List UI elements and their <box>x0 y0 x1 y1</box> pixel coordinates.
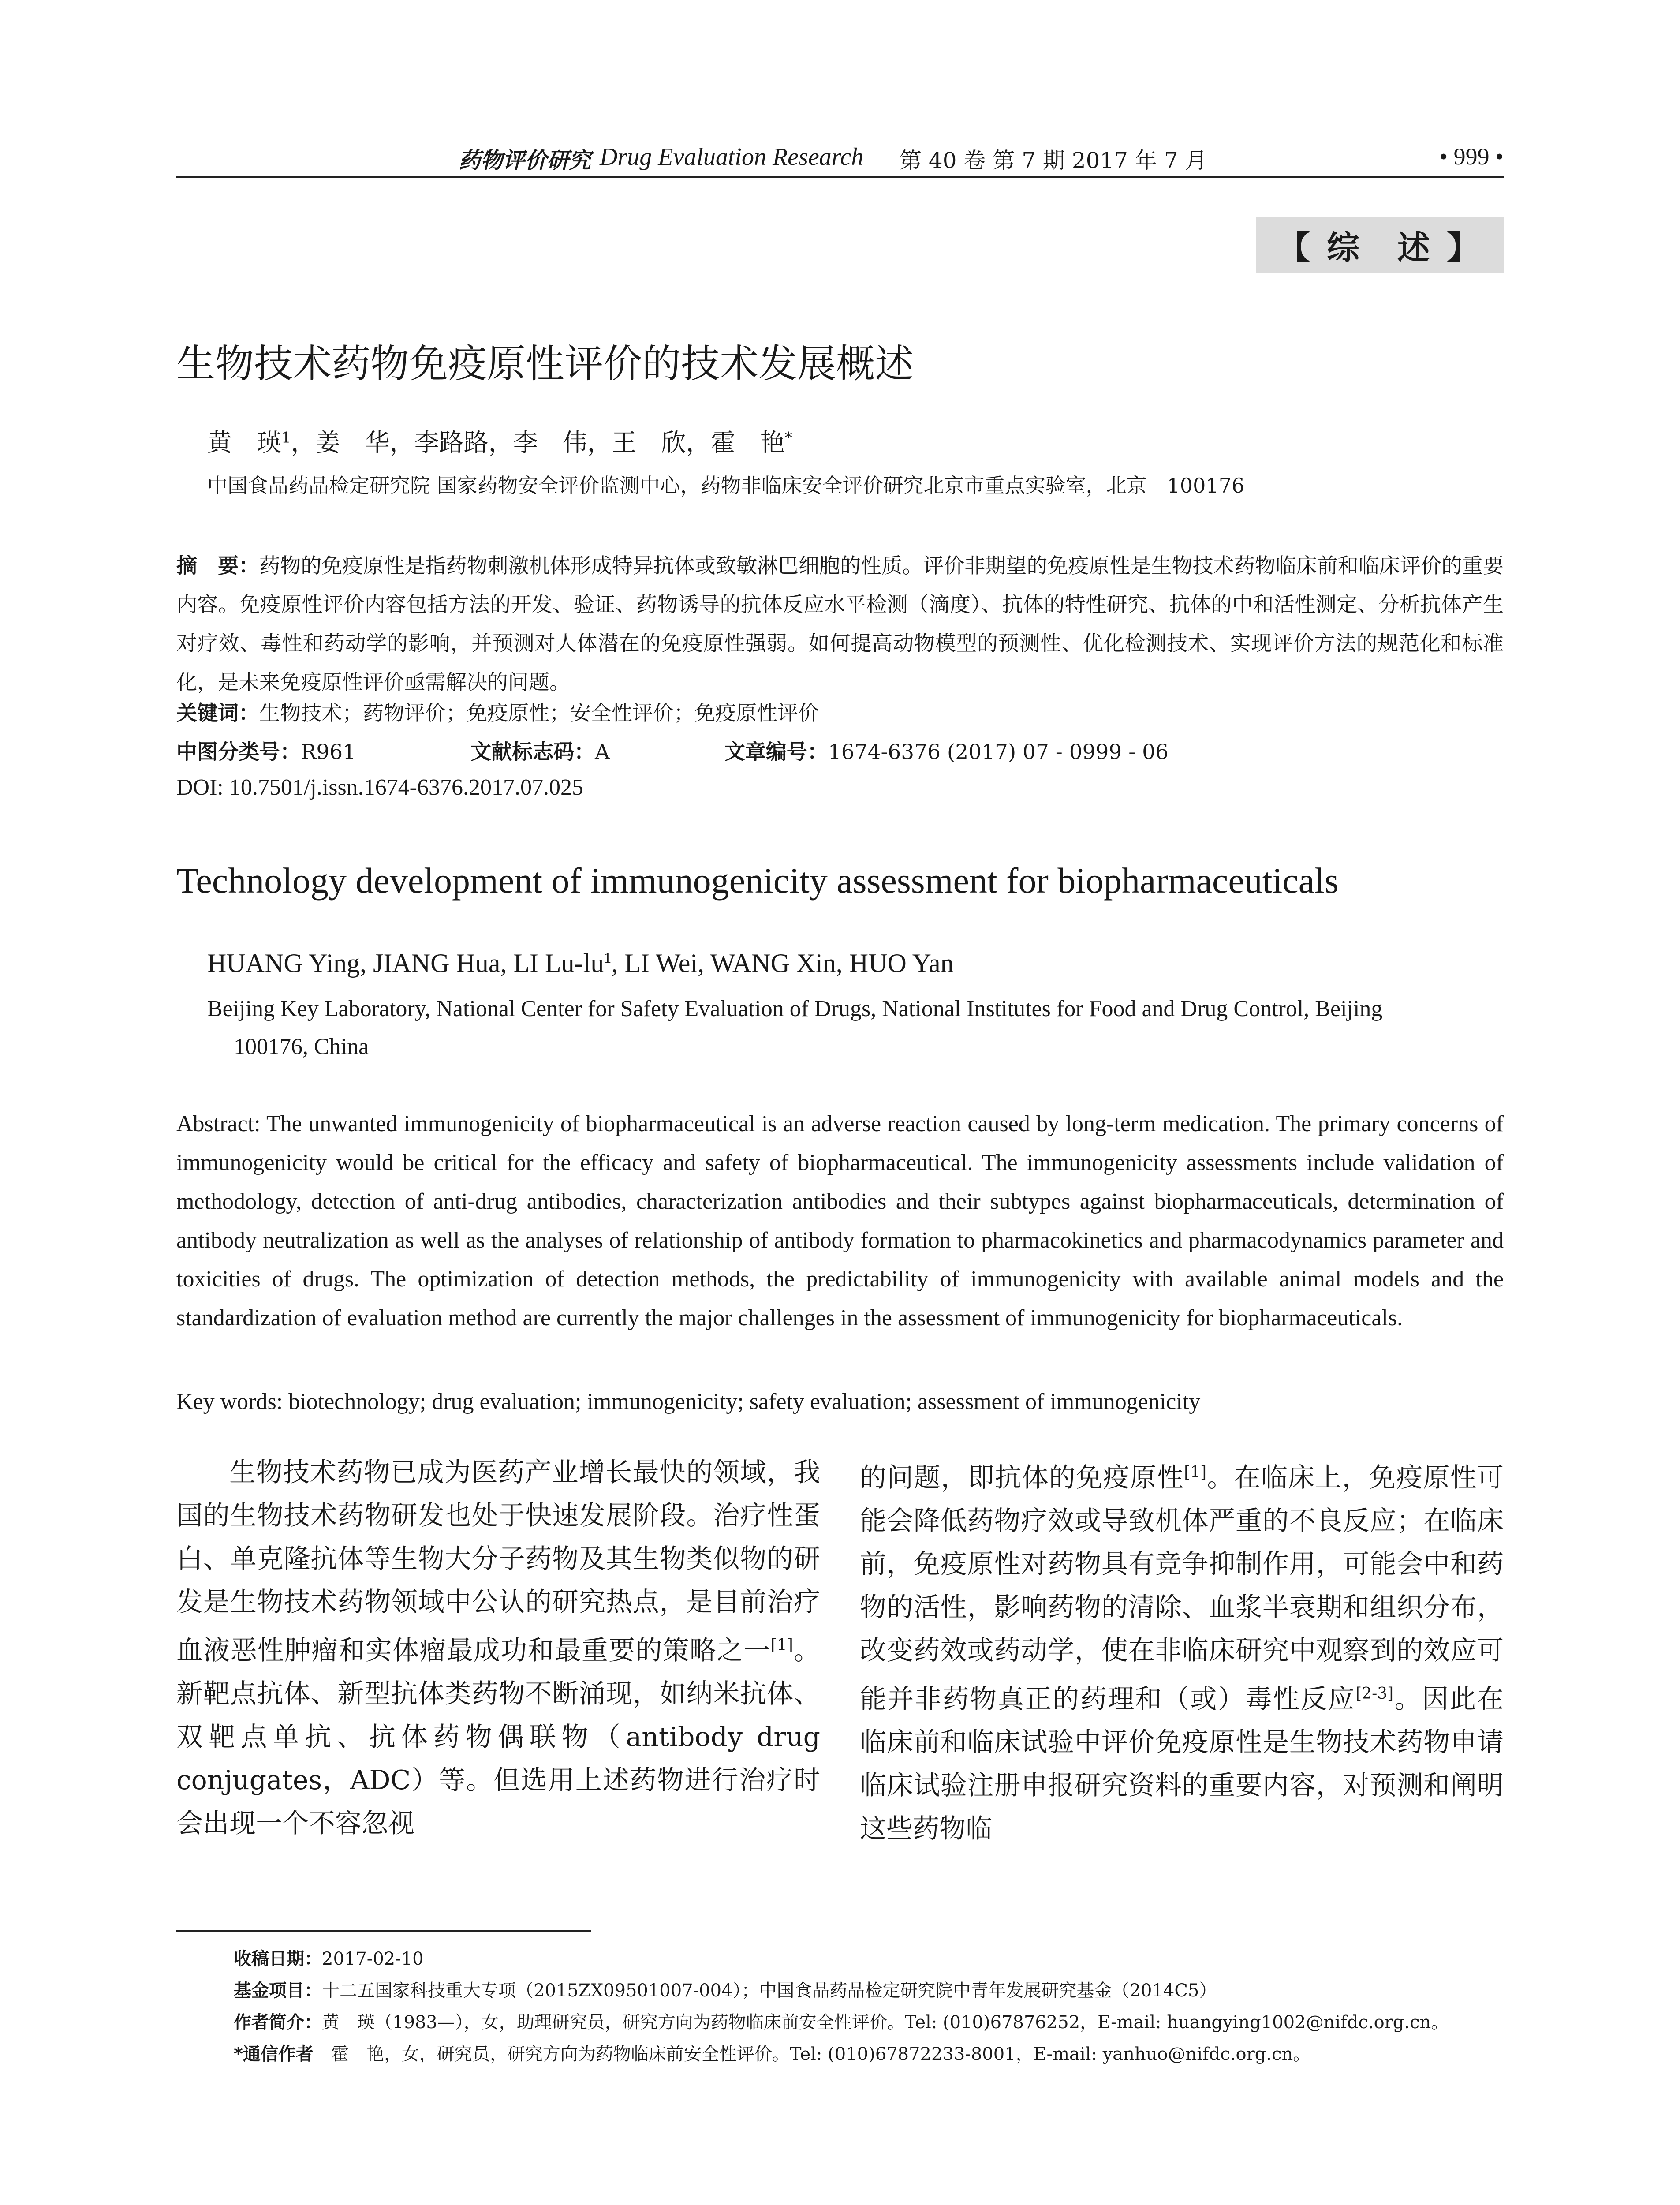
cn-title: 生物技术药物免疫原性评价的技术发展概述 <box>176 341 914 386</box>
citation: [1] <box>1184 1463 1207 1481</box>
page-number: • 999 • <box>1439 143 1504 170</box>
section-tag: 【 综 述 】 <box>1256 217 1504 273</box>
en-abstract: Abstract: The unwanted immunogenicity of biopharmaceutical is an adverse reaction caused by long-term medication. The primary concerns of immunogenicity would be critical for the efficacy and safety of biopharmaceutical. The immunogenicity assessments include validation of methodology, detection of anti-drug antibodies, characterization antibodies and their subtypes against biopharmaceuticals, determination of antibody neutralization as well as the analyses of relationship of antibody formation to pharmacokinetics and pharmacodynamics parameter and toxicities of drugs. The optimization of detection methods, the predictability of immunogenicity with available animal models and the standardization of evaluation method are currently the major challenges in the assessment of immunogenicity for biopharmaceuticals. <box>176 1111 1504 1330</box>
footnote-author-bio: 作者简介：黄 瑛（1983—），女，助理研究员，研究方向为药物临床前安全性评价。Tel: (010)67876252，E-mail: huangying1002@nifdc.org.cn。 <box>234 2012 1449 2033</box>
footnote-received: 收稿日期：2017-02-10 <box>234 1949 424 1969</box>
cn-affiliation: 中国食品药品检定研究院 国家药物安全评价监测中心，药物非临床安全评价研究北京市重点实验室，北京 100176 <box>207 474 1245 497</box>
cn-authors: 黄 瑛$^1$，姜 华，李路路，李 伟，王 欣，霍 艳* <box>207 429 792 457</box>
body-column-right: 的问题，即抗体的免疫原性[1]。在临床上，免疫原性可能会降低药物疗效或导致机体严重的不良反应；在临床前，免疫原性对药物具有竞争抑制作用，可能会中和药物的活性，影响药物的清除、血浆半衰期和组织分布，改变药效或药动学，使在非临床研究中观察到的效应可能并非药物真正的药理和（或）毒性反应[2-3]。因此在临床前和临床试验中评价免疫原性是生物技术药物申请临床试验注册申报研究资料的重要内容，对预测和阐明这些药物临 <box>860 1462 1504 1844</box>
footnote-corresponding: *通信作者 霍 艳，女，研究员，研究方向为药物临床前安全性评价。Tel: (010)67872233-8001，E-mail: yanhuo@nifdc.org.cn。 <box>234 2044 1311 2064</box>
citation: [1] <box>770 1636 793 1654</box>
citation: [2-3] <box>1355 1685 1394 1703</box>
body-column-left: 生物技术药物已成为医药产业增长最快的领域，我国的生物技术药物研发也处于快速发展阶段。治疗性蛋白、单克隆抗体等生物大分子药物及其生物类似物的研发是生物技术药物领域中公认的研究热点，是目前治疗血液恶性肿瘤和实体瘤最成功和最重要的策略之一[1]。新靶点抗体、新型抗体类药物不断涌现，如纳米抗体、双靶点单抗、抗体药物偶联物（antibody drug conjugates，ADC）等。但选用上述药物进行治疗时会出现一个不容忽视 <box>176 1457 821 1839</box>
journal-logo: 药物评价研究 <box>459 147 591 173</box>
classification-line: 中图分类号：R961 文献标志码：A 文章编号：1674-6376 (2017) 07 - 0999 - 06 <box>176 740 1169 764</box>
en-title: Technology development of immunogenicity assessment for biopharmaceuticals <box>176 860 1339 901</box>
footnote-fund: 基金项目：十二五国家科技重大专项（2015ZX09501007-004）；中国食品药品检定研究院中青年发展研究基金（2014C5） <box>234 1981 1217 2001</box>
running-header <box>176 140 1504 176</box>
journal-name: Drug Evaluation Research <box>600 143 864 171</box>
footnote-rule <box>176 1930 591 1932</box>
en-keywords: Key words: biotechnology; drug evaluation; immunogenicity; safety evaluation; assessment of immunogenicity <box>176 1389 1201 1414</box>
cn-abstract-label: 摘 要： <box>176 554 260 578</box>
cn-keywords: 关键词：生物技术；药物评价；免疫原性；安全性评价；免疫原性评价 <box>176 701 819 725</box>
en-affiliation: Beijing Key Laboratory, National Center for Safety Evaluation of Drugs, National Institutes for Food and Drug Control, Beijing 100176, China <box>207 996 1383 1059</box>
en-abstract-label: Abstract: <box>176 1111 261 1136</box>
en-authors: HUANG Ying, JIANG Hua, LI $Lu-lu^1$, LI Wei, WANG Xin, HUO Yan <box>207 949 954 978</box>
doi: DOI: 10.7501/j.issn.1674-6376.2017.07.025 <box>176 775 583 800</box>
header-rule <box>176 176 1504 178</box>
cn-abstract: 摘 要：药物的免疫原性是指药物刺激机体形成特异抗体或致敏淋巴细胞的性质。评价非期望的免疫原性是生物技术药物临床前和临床评价的重要内容。免疫原性评价内容包括方法的开发、验证、药物诱导的抗体反应水平检测（滴度）、抗体的特性研究、抗体的中和活性测定、分析抗体产生对疗效、毒性和药动学的影响，并预测对人体潜在的免疫原性强弱。如何提高动物模型的预测性、优化检测技术、实现评价方法的规范化和标准化，是未来免疫原性评价亟需解决的问题。 <box>176 554 1504 695</box>
issue-info: 第 40 卷 第 7 期 2017 年 7 月 <box>900 148 1207 173</box>
